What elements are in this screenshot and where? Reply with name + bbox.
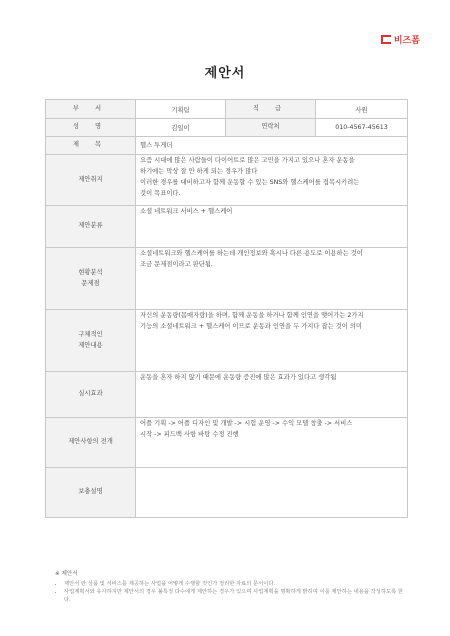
footer-notes xyxy=(55,570,405,604)
section-row-analysis xyxy=(46,248,408,310)
section-label: 제안분류 xyxy=(46,206,136,248)
name-label: 성 명 xyxy=(46,119,136,137)
footer-note: • 제안서 란 상품 및 서비스를 제공하는 사업을 어떻게 수행할 것인가 정리한 자료의 문서이다. xyxy=(64,580,405,588)
content-line: 이러한 경우를 대비하고자 함께 운동할 수 있는 SNS와 헬스케어를 접목시키려는 xyxy=(140,179,360,187)
footer-list xyxy=(55,580,405,605)
name-value: 김일이 xyxy=(136,119,226,137)
dept-label: 부 서 xyxy=(46,100,136,119)
content-line: 소셜네트워크와 헬스케어를 하는데 개인정보와 혹시나 다른 용도로 이용하는 것이 xyxy=(140,250,363,257)
section-content xyxy=(136,372,408,418)
section-content xyxy=(136,418,408,468)
section-content xyxy=(136,468,408,518)
footer-note: • 사업계획서와 유사하지만 제안서의 경우 불특정 다수에게 제안하는 경우가 있으며 사업계획을 명확하게 밝히며 이를 제안하는 내용을 작성하도록 한다. xyxy=(64,588,405,604)
section-label: 현황분석 문제점 xyxy=(46,248,136,310)
proposal-form-table xyxy=(45,99,408,518)
content-line: 요즘 시대에 많은 사람들이 다이어트로 많은 고민을 가지고 있으나 혼자 운동을 xyxy=(140,157,355,164)
content-line: 조금 문제점이라고 판단됨. xyxy=(140,261,213,269)
content-line: 운동을 혼자 하지 않기 때문에 운동량 증진에 많은 효과가 있다고 생각됨 xyxy=(140,374,337,381)
section-row-proposal-detail xyxy=(46,310,408,372)
brand-name: 비즈폼 xyxy=(393,36,420,46)
content-line: 소셜 네트워크 서비스 + 헬스케어 xyxy=(140,208,233,215)
section-row-effect xyxy=(46,372,408,418)
dept-rank-row xyxy=(46,100,408,119)
section-label: 구체적인 제안내용 xyxy=(46,310,136,372)
content-line: 시작 -> 피드백 사항 바탕 수정 진행 xyxy=(140,431,239,439)
section-row-category xyxy=(46,206,408,248)
section-label: 보충설명 xyxy=(46,468,136,518)
rank-value: 사원 xyxy=(316,100,408,119)
section-content xyxy=(136,155,408,206)
contact-value: 010-4567-45613 xyxy=(316,119,408,137)
dept-value: 기획팀 xyxy=(136,100,226,119)
brand-logo-icon xyxy=(381,35,391,44)
section-content xyxy=(136,206,408,248)
content-line: 어플 기획 -> 어플 디자인 및 개발 -> 시험 운영 -> 수익 모델 창출 -> 서비스 xyxy=(140,420,353,427)
section-row-purpose xyxy=(46,155,408,206)
footer-title: ※ 제안서 xyxy=(55,571,78,577)
contact-label: 연락처 xyxy=(226,119,316,137)
section-label: 제안사항의 전개 xyxy=(46,418,136,468)
subject-row xyxy=(46,137,408,155)
section-row-supplement xyxy=(46,468,408,518)
brand-logo xyxy=(381,33,420,46)
content-line: 기능의 소셜네트워크 + 헬스케어 이므로 운동과 인연을 두 가지다 잡는 것이 의미 xyxy=(140,323,362,331)
section-row-development xyxy=(46,418,408,468)
subject-label: 제 목 xyxy=(46,137,136,155)
rank-label: 직 급 xyxy=(226,100,316,119)
content-line: 것이 목표이다. xyxy=(140,190,181,198)
content-line: 하기에는 막상 잘 안 하게 되는 경우가 많다 xyxy=(140,168,258,176)
section-content xyxy=(136,310,408,372)
document-title: 제안서 xyxy=(204,66,246,81)
section-content xyxy=(136,248,408,310)
section-label: 제안취지 xyxy=(46,155,136,206)
subject-value: 헬스 투게더 xyxy=(136,137,408,155)
section-label: 실시효과 xyxy=(46,372,136,418)
name-contact-row xyxy=(46,119,408,137)
content-line: 자신의 운동량(몸매자랑)을 하며, 함께 운동을 하거나 함께 인연을 맺어가는 2가지 xyxy=(140,312,364,319)
